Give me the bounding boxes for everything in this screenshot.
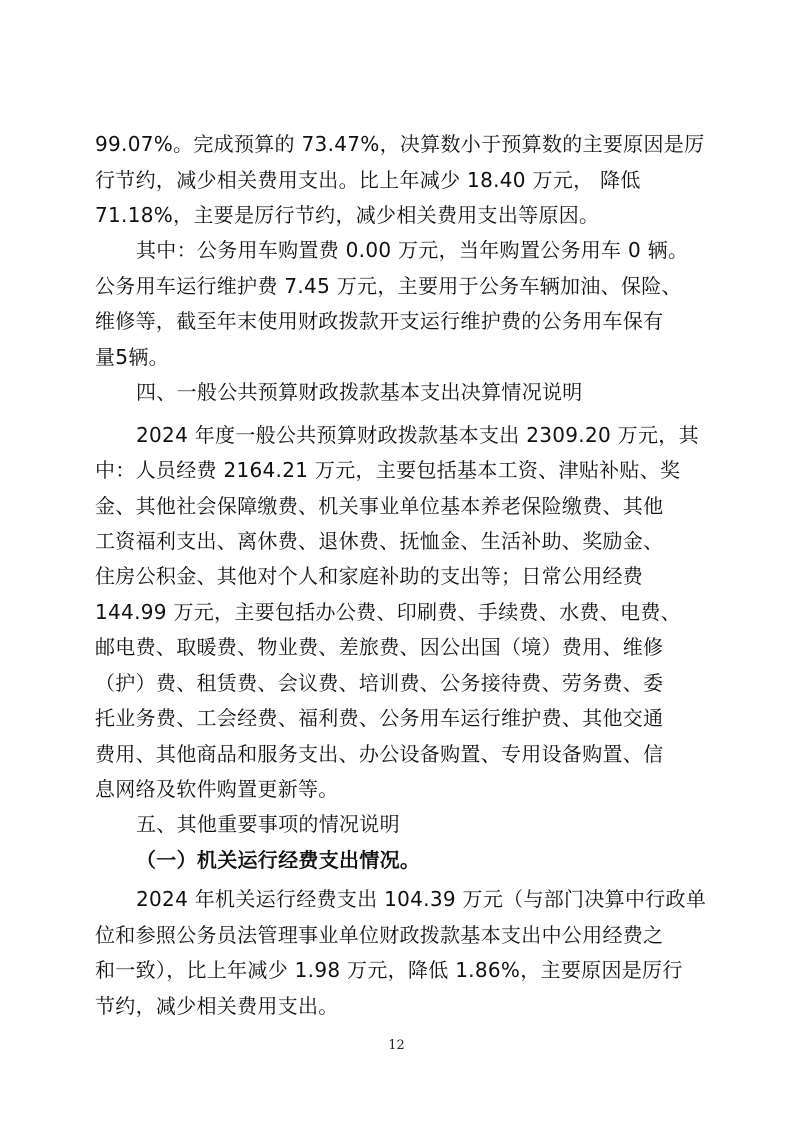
body-text-line: 中：人员经费 2164.21 万元，主要包括基本工资、津贴补贴、奖 xyxy=(95,458,681,482)
body-text-line: 节约，减少相关费用支出。 xyxy=(95,994,339,1018)
section-heading: 四、一般公共预算财政拨款基本支出决算情况说明 xyxy=(136,380,583,404)
body-text-line: 金、其他社会保障缴费、机关事业单位基本养老保险缴费、其他 xyxy=(95,494,664,518)
body-text-line: 144.99 万元，主要包括办公费、印刷费、手续费、水费、电费、 xyxy=(95,600,681,624)
body-text-line: 托业务费、工会经费、福利费、公务用车运行维护费、其他交通 xyxy=(95,706,664,730)
body-text-line: 其中：公务用车购置费 0.00 万元，当年购置公务用车 0 辆。 xyxy=(136,238,689,262)
body-text-line: 费用、其他商品和服务支出、办公设备购置、专用设备购置、信 xyxy=(95,742,664,766)
body-text-line: 维修等，截至年末使用财政拨款开支运行维护费的公务用车保有 xyxy=(95,309,664,333)
body-text-line: 住房公积金、其他对个人和家庭补助的支出等；日常公用经费 xyxy=(95,564,644,588)
body-text-line: 量5辆。 xyxy=(95,345,169,369)
section-heading: 五、其他重要事项的情况说明 xyxy=(136,812,400,836)
body-text-line: 位和参照公务员法管理事业单位财政拨款基本支出中公用经费之 xyxy=(95,923,664,947)
body-text-line: 行节约，减少相关费用支出。比上年减少 18.40 万元， 降低 xyxy=(95,168,641,192)
body-text-line: 2024 年机关运行经费支出 104.39 万元（与部门决算中行政单 xyxy=(136,887,707,911)
body-text-line: 工资福利支出、离休费、退休费、抚恤金、生活补助、奖励金、 xyxy=(95,529,664,553)
body-text-line: 99.07%。完成预算的 73.47%，决算数小于预算数的主要原因是厉 xyxy=(95,132,705,156)
subsection-heading: （一）机关运行经费支出情况。 xyxy=(136,848,421,872)
page-number: 12 xyxy=(388,1038,405,1053)
body-text-line: 公务用车运行维护费 7.45 万元，主要用于公务车辆加油、保险、 xyxy=(95,274,682,298)
body-text-line: 邮电费、取暖费、物业费、差旅费、因公出国（境）费用、维修 xyxy=(95,635,664,659)
body-text-line: 2024 年度一般公共预算财政拨款基本支出 2309.20 万元，其 xyxy=(136,423,699,447)
body-text-line: 和一致），比上年减少 1.98 万元，降低 1.86%，主要原因是厉行 xyxy=(95,958,683,982)
body-text-line: （护）费、租赁费、会议费、培训费、公务接待费、劳务费、委 xyxy=(95,671,664,695)
body-text-line: 71.18%，主要是厉行节约，减少相关费用支出等原因。 xyxy=(95,203,600,227)
body-text-line: 息网络及软件购置更新等。 xyxy=(95,777,339,801)
